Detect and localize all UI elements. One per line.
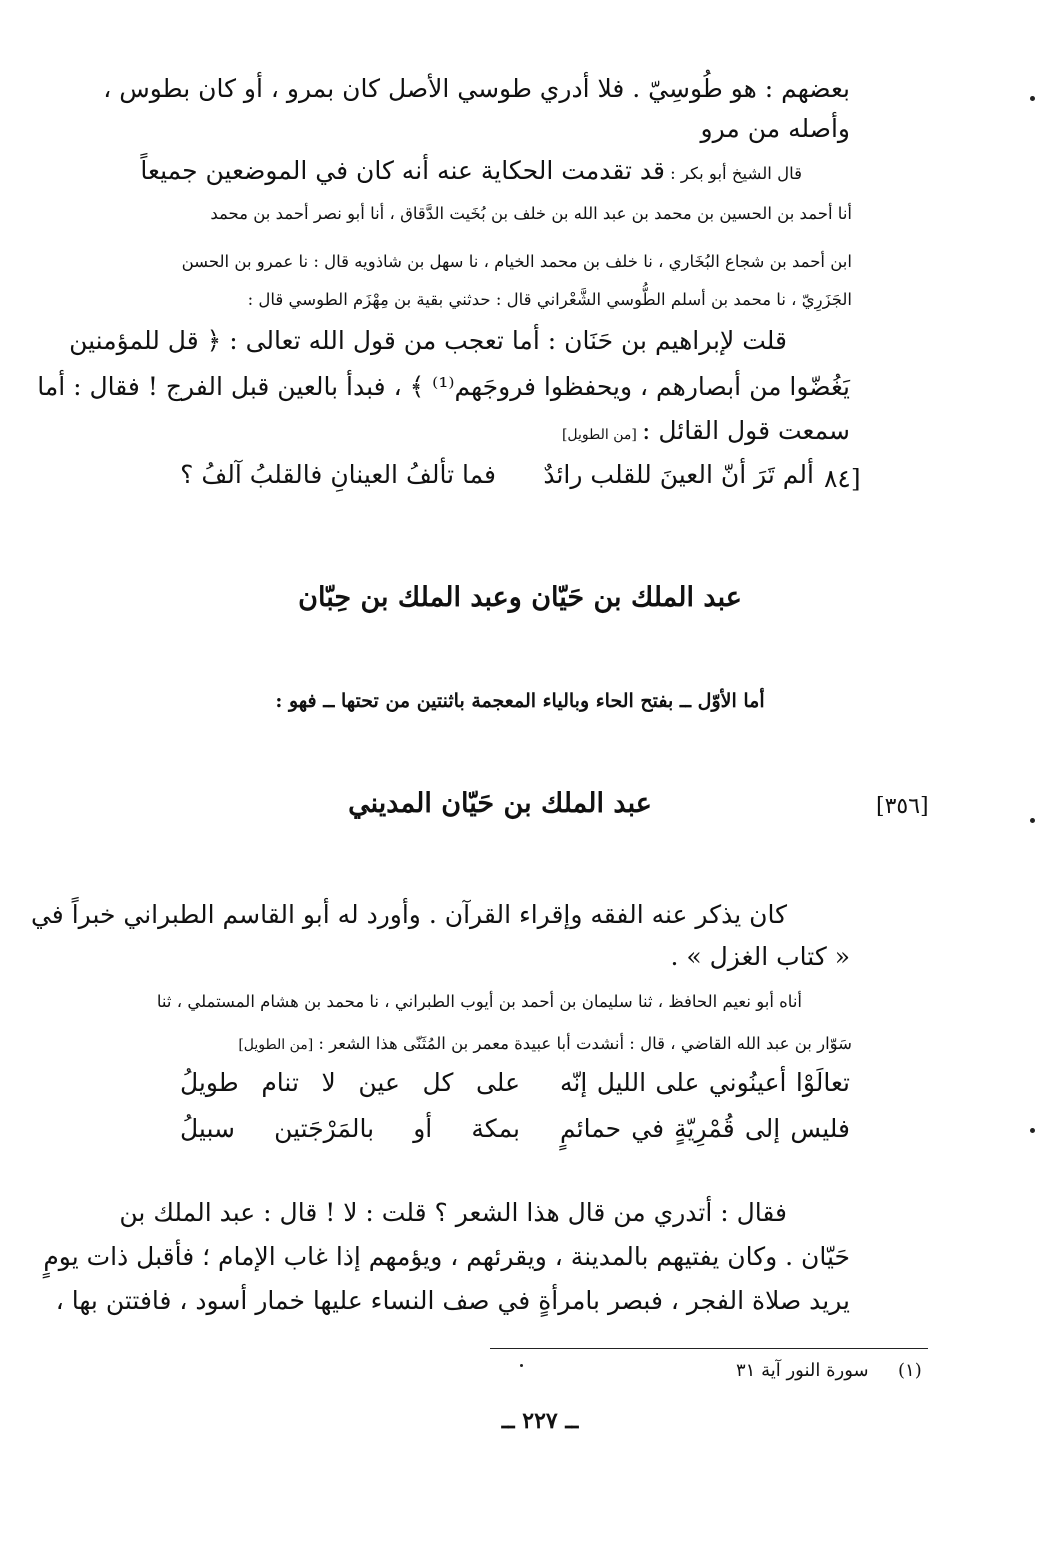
text-line bbox=[540, 416, 850, 445]
page-number: ــ ٢٢٧ ــ bbox=[501, 1408, 579, 1434]
verse-second-half: فما تألفُ العينانِ فالقلبُ آلفُ ؟ bbox=[180, 460, 496, 489]
section-subtitle: أما الأوّل ــ بفتح الحاء وبالياء المعجمة باثنتين من تحتها ــ فهو : bbox=[275, 690, 765, 712]
text-line: فقال : أتدري من قال هذا الشعر ؟ قلت : لا ! قال : عبد الملك بن bbox=[119, 1198, 787, 1227]
scan-mark bbox=[1030, 1128, 1035, 1133]
text-line: حَيّان . وكان يفتيهم بالمدينة ، ويقرئهم ، ويؤمهم إذا غاب الإمام ؛ فأقبل ذات يومٍ bbox=[43, 1242, 850, 1271]
scan-mark bbox=[520, 1364, 523, 1367]
entry-name: عبد الملك بن حَيّان المديني bbox=[348, 788, 652, 819]
entry-number: [٣٥٦] bbox=[876, 794, 929, 819]
isnad-line bbox=[170, 1034, 852, 1053]
isnad-text: سَوّار بن عبد الله القاضي ، قال : أنشدت أبا عبيدة معمر بن المُثَنّى هذا الشعر : bbox=[318, 1034, 852, 1053]
remark-line bbox=[140, 156, 802, 185]
verse-first-half: ألم تَرَ أنّ العينَ للقلب رائدٌ bbox=[543, 460, 814, 489]
isnad-line: أنا أحمد بن الحسين بن محمد بن عبد الله بن خلف بن بُخَيت الدَّقاق ، أنا أبو نصر أحمد بن محمد bbox=[210, 204, 852, 223]
footnote-text: سورة النور آية ٣١ bbox=[736, 1360, 869, 1381]
isnad-line: أناه أبو نعيم الحافظ ، ثنا سليمان بن أحمد بن أيوب الطبراني ، نا محمد بن هشام المستملي ، ثنا bbox=[156, 992, 802, 1011]
scan-mark bbox=[1030, 96, 1035, 101]
text-line: يَغُضّوا من أبصارهم ، ويحفظوا فروجَهم⁽¹⁾ ﴾ ، فبدأ بالعين قبل الفرج ! فقال : أما bbox=[37, 372, 850, 401]
isnad-line: ابن أحمد بن شجاع البُخَاري ، نا خلف بن محمد الخيام ، نا سهل بن شاذويه قال : نا عمرو بن الحسن bbox=[181, 252, 852, 271]
footnote-marker: (١) bbox=[898, 1360, 922, 1381]
meter-label: [من الطويل] bbox=[238, 1037, 314, 1053]
verse-second-half: على كل عين لا تنام طويلُ bbox=[180, 1068, 520, 1097]
text-line: قلت لإبراهيم بن حَنَان : أما تعجب من قول الله تعالى : ﴿ قل للمؤمنين bbox=[69, 326, 787, 355]
verse-first-half: تعالَوْا أعينُوني على الليل إنّه bbox=[560, 1068, 850, 1097]
narrative-text: سمعت قول القائل : bbox=[641, 416, 850, 445]
text-line: كان يذكر عنه الفقه وإقراء القرآن . وأورد له أبو القاسم الطبراني خبراً في bbox=[30, 900, 787, 929]
poem-number: [٨٤ bbox=[824, 464, 861, 493]
remark-intro: قال الشيخ أبو بكر : bbox=[670, 164, 802, 183]
section-title: عبد الملك بن حَيّان وعبد الملك بن حِبّان bbox=[298, 582, 742, 613]
verse-first-half: فليس إلى قُمْرِيّةٍ في حمائمٍ bbox=[560, 1114, 850, 1143]
text-line: يريد صلاة الفجر ، فبصر بامرأةٍ في صف النساء عليها خمار أسود ، فافتتن بها ، bbox=[55, 1286, 850, 1315]
isnad-line: الجَزَرِيّ ، نا محمد بن أسلم الطُّوسي الشَّعْراني قال : حدثني بقية بن مِهْزَم الطوسي قال : bbox=[247, 290, 852, 309]
scan-mark bbox=[1030, 818, 1035, 823]
verse-second-half: بمكة أو بالمَرْجَتين سبيلُ bbox=[180, 1114, 520, 1143]
text-line: وأصله من مرو bbox=[700, 114, 850, 143]
footnote-separator bbox=[490, 1348, 928, 1349]
text-line: « كتاب الغزل » . bbox=[670, 942, 850, 971]
text-line: بعضهم : هو طُوسِيّ . فلا أدري طوسي الأصل كان بمرو ، أو كان بطوس ، bbox=[103, 74, 850, 103]
remark-text: قد تقدمت الحكاية عنه أنه كان في الموضعين جميعاً bbox=[140, 156, 665, 185]
meter-label: [من الطويل] bbox=[561, 427, 637, 443]
